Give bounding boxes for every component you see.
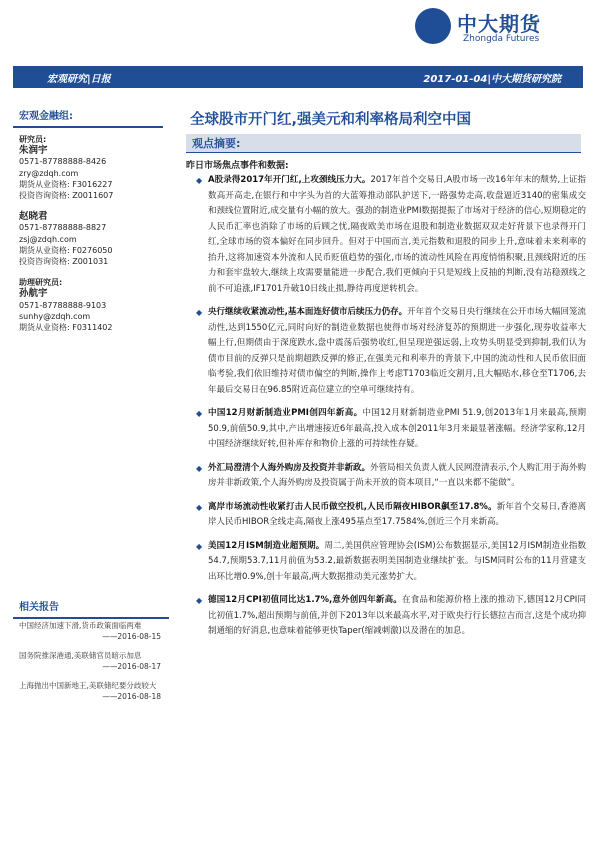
related-report-date: ——2016-08-18 (102, 692, 161, 701)
summary-point (196, 593, 587, 640)
point-headline: 德国12月CPI初值同比达1.7%,意外创四年新高。 (208, 595, 402, 605)
point-headline: 美国12月ISM制造业超预期。 (208, 540, 325, 551)
contact-email[interactable]: zsj@zdqh.com (19, 234, 77, 244)
report-date-source: 2017-01-04|中大期货研究院 (423, 74, 561, 85)
diamond-bullet-icon: ◆ (196, 596, 203, 605)
point-body: 新年首个交易日,香港离岸人民币HIBOR全线走高,隔夜上涨495基点至17.7584%,创近三个月来新高。 (208, 501, 587, 527)
summary-heading-bar (186, 134, 581, 153)
logo-name-en: Zhongda Futures (463, 34, 540, 44)
diamond-bullet-icon: ◆ (196, 308, 203, 317)
contact-license-futures: 期货从业资格: F3016227 (19, 179, 113, 189)
point-headline: A股录得2017年开门红,上攻颈线压力大。 (208, 175, 371, 185)
related-report-item[interactable] (19, 680, 163, 702)
contact-name: 孙航宇 (19, 288, 48, 300)
related-report-item[interactable] (19, 650, 163, 672)
related-report-date: ——2016-08-15 (102, 632, 161, 641)
summary-heading: 观点摘要: (192, 137, 241, 150)
point-body: 周二,美国供应管理协会(ISM)公布数据显示,美国12月ISM制造业指数54.7,预期53.7,11月前值为53.2,最新数据表明美国制造业继续扩张。与ISM同时公布的11月营建支出环比增0.9%,创十年最高,两大数据推动美元涨势扩大。 (208, 540, 586, 582)
contact-role: 研究员: (19, 135, 47, 144)
contact-name: 朱润宇 (19, 145, 48, 157)
diamond-bullet-icon: ◆ (196, 541, 203, 551)
related-reports-list (13, 620, 163, 710)
contact-role: 助理研究员: (19, 278, 63, 288)
contact-license-advisory: 投资咨询资格: Z001031 (19, 257, 109, 267)
point-body: 外管局相关负责人就人民网澄清表示,个人购汇用于海外购房并非新政策,个人海外购房及投资属于尚未开放的资本项目,“一直以来都不能做”。 (208, 462, 586, 488)
summary-point (196, 305, 586, 398)
point-body: 中国12月财新制造业PMI 51.9,创2013年1月来最高,预期50.9,前值50.9,其中,产出增速接近6年最高,投入成本创2011年3月来最显著涨幅。经济学家称,12月中国经济继续好转,但补库存和物价上涨的可持续性存疑。 (208, 408, 586, 449)
contact-license-advisory: 投资咨询资格: Z0011607 (19, 191, 114, 201)
focus-events-heading: 昨日市场焦点事件和数据: (186, 161, 289, 171)
contact-list (13, 134, 163, 333)
report-title: 全球股市开门红,强美元和利率格局利空中国 (190, 112, 472, 128)
contact-email[interactable]: sunhy@zdqh.com (19, 311, 91, 321)
point-headline: 离岸市场流动性收紧打击人民币做空投机,人民币隔夜HIBOR飙至17.8%。 (208, 501, 497, 512)
contact-card (19, 211, 163, 267)
related-report-title: 国务院推深港通,美联储官员暗示加息 (19, 651, 142, 660)
diamond-bullet-icon: ◆ (196, 502, 203, 512)
report-category: 宏观研究|日报 (47, 74, 111, 85)
summary-point (196, 461, 586, 492)
summary-points (196, 173, 587, 648)
zhongda-logo (415, 4, 575, 50)
contact-name: 赵晓君 (19, 211, 48, 223)
related-report-title: 上海抛出中国新地王,美联储纪要分歧较大 (19, 681, 157, 690)
logo-name-cn: 中大期货 (457, 12, 541, 36)
point-headline: 外汇局澄清个人海外购房及投资并非新政。 (208, 462, 371, 473)
contact-phone: 0571-87788888-8827 (19, 223, 107, 233)
summary-point (196, 500, 587, 531)
related-report-date: ——2016-08-17 (102, 662, 161, 671)
logo-mark-icon (415, 8, 451, 44)
summary-point (196, 173, 587, 297)
point-headline: 央行继续收紧流动性,基本面连好债市后续压力仍存。 (208, 307, 408, 317)
related-report-item[interactable] (19, 620, 163, 642)
point-body: 2017年首个交易日,A股市场一改16年年末的颓势,上证指数高开高走,在银行和中字头为首的大蓝筹推动部队护送下,一路强势走高,收盘逼近3140的密集成交和颈线位置附近,成交量有小幅的放大。强劲的制造业PMI数据提振了市场对于经济的信心,短期稳定的人民币汇率也消除了市场的后顾之忧,隔夜欧美市场在退股和制造业数据双双走好背景下也录得开门红,全球市场的资本偏好在同步回升。但对于中国而言,美元指数和退股的同步上升,意味着未来利率的抬升,这将加速资本外流和人民币贬值趋势的强化,市场的流动性风险在再度悄悄积聚,且颈线附近的压力和套牢盘较大,继续上攻需要量能进一步配合,我们更倾向于只是短线上反抽的判断,没有站稳颈线之前不可追涨,IF1701升破10日线止损,静待再度逆转机会。 (208, 175, 587, 294)
summary-point (196, 539, 586, 586)
related-report-title: 中国经济加速下滑,货币政策面临两难 (19, 621, 142, 630)
summary-point (196, 406, 586, 453)
point-body: 在食品和能源价格上涨的推动下,德国12月CPI同比初值1.7%,超出预期与前值,并创下2013年以来最高水平,对于欧央行行长德拉吉而言,这是个成功抑制通缩的好消息,也意味着能够更快Taper(缩减刺激)以及潜在的加息。 (208, 595, 587, 636)
diamond-bullet-icon: ◆ (196, 176, 203, 185)
related-reports-heading: 相关报告 (13, 601, 169, 619)
team-heading: 宏观金融组: (13, 110, 163, 128)
contact-card (19, 277, 163, 333)
contact-phone: 0571-87788888-8426 (19, 157, 107, 167)
contact-license-futures: 期货从业资格: F0311402 (19, 323, 113, 333)
diamond-bullet-icon: ◆ (196, 409, 203, 418)
report-header-bar (13, 66, 583, 88)
point-headline: 中国12月财新制造业PMI创四年新高。 (208, 408, 363, 418)
sidebar (13, 110, 163, 343)
contact-license-futures: 期货从业资格: F0276050 (19, 245, 113, 255)
diamond-bullet-icon: ◆ (196, 463, 203, 473)
contact-card (19, 134, 163, 201)
contact-email[interactable]: zry@zdqh.com (19, 168, 79, 178)
point-body: 开年首个交易日央行继续在公开市场大幅回笼流动性,达到1550亿元,同时向好的制造业数据也使得市场对经济复苏的预期进一步强化,现券收益率大幅上行,但期债由于深度跌水,盘中震荡后强势收红,但呈现逆强远弱,上攻势头明显受到抑制,我们认为债市目前的反弹只是前期超跌反弹的修正,在强美元和利率升的背景下,中国的流动性和人民币依旧面临考验,我们依旧维持对债市偏空的判断,操作上考虑T1703临近交割月,且大幅贴水,移仓至T1706,去年最后交易日在96.85附近高位建立的空单可继续持有。 (208, 307, 586, 395)
contact-phone: 0571-87788888-9103 (19, 300, 107, 310)
